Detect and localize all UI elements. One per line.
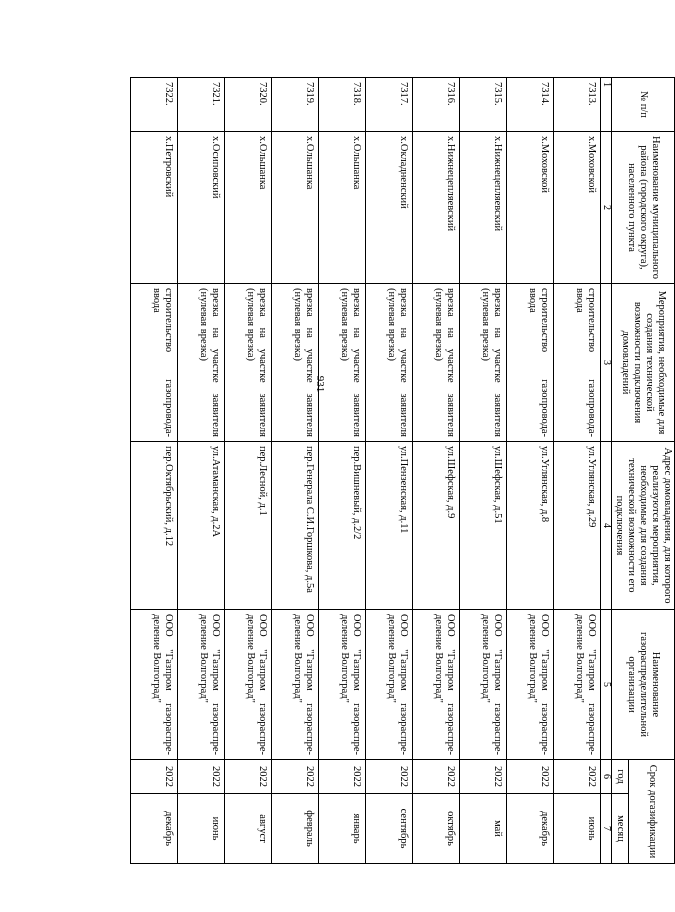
- row-year: 2022: [507, 760, 554, 794]
- row-month: декабрь: [507, 794, 554, 864]
- row-year: 2022: [225, 760, 272, 794]
- header-deadline: Срок догазификации: [629, 760, 675, 864]
- row-month: октябрь: [413, 794, 460, 864]
- header-month: месяц: [612, 794, 629, 864]
- row-address: пер.Октябрьский, д.12: [131, 442, 178, 610]
- row-measure: врезка на участке заявителя (нулевая врезка): [460, 284, 507, 442]
- row-org: ООО "Газпром газораспре-деление Волгоград": [178, 610, 225, 760]
- table-row: [178, 78, 225, 864]
- row-address: пер.Вишневый, д.2/2: [319, 442, 366, 610]
- row-month: декабрь: [131, 794, 178, 864]
- rotated-table-wrapper: [103, 77, 675, 863]
- column-number: 5: [601, 610, 612, 760]
- row-address: ул.Шефская, д.9: [413, 442, 460, 610]
- column-number: 1: [601, 78, 612, 132]
- row-org: ООО "Газпром газораспре-деление Волгоград": [366, 610, 413, 760]
- header-measures: Мероприятия, необходимые для создания технической возможности подключения домовладений: [612, 284, 675, 442]
- row-num: 7319.: [272, 78, 319, 132]
- row-org: ООО "Газпром газораспре-деление Волгоград": [413, 610, 460, 760]
- column-number: 3: [601, 284, 612, 442]
- header-year: год: [612, 760, 629, 794]
- row-org: ООО "Газпром газораспре-деление Волгоград": [272, 610, 319, 760]
- row-address: ул.Углянская, д.29: [554, 442, 601, 610]
- header-org: Наименование газораспределительной организации: [612, 610, 675, 760]
- row-measure: врезка на участке заявителя (нулевая врезка): [413, 284, 460, 442]
- row-org: ООО "Газпром газораспре-деление Волгоград": [319, 610, 366, 760]
- row-num: 7316.: [413, 78, 460, 132]
- row-org: ООО "Газпром газораспре-деление Волгоград": [507, 610, 554, 760]
- row-month: июнь: [178, 794, 225, 864]
- row-org: ООО "Газпром газораспре-деление Волгоград": [460, 610, 507, 760]
- row-year: 2022: [413, 760, 460, 794]
- row-month: июнь: [554, 794, 601, 864]
- row-measure: строительство газопровода-ввода: [554, 284, 601, 442]
- header-row: [629, 78, 675, 864]
- row-locality: х.Нижнецепляевский: [460, 132, 507, 284]
- row-address: ул.Атаманская, д.2А: [178, 442, 225, 610]
- row-measure: врезка на участке заявителя (нулевая врезка): [366, 284, 413, 442]
- row-locality: х.Окладненский: [366, 132, 413, 284]
- row-month: август: [225, 794, 272, 864]
- row-measure: врезка на участке заявителя (нулевая врезка): [178, 284, 225, 442]
- row-measure: строительство газопровода-ввода: [507, 284, 554, 442]
- row-num: 7318.: [319, 78, 366, 132]
- row-num: 7317.: [366, 78, 413, 132]
- row-locality: х.Осиповский: [178, 132, 225, 284]
- row-locality: х.Моховской: [554, 132, 601, 284]
- row-address: ул.Углянская, д.8: [507, 442, 554, 610]
- row-year: 2022: [272, 760, 319, 794]
- row-month: февраль: [272, 794, 319, 864]
- column-number: 6: [601, 760, 612, 794]
- column-numbers-row: [601, 78, 612, 864]
- row-measure: врезка на участке заявителя (нулевая врезка): [225, 284, 272, 442]
- page-number: 931: [314, 375, 326, 393]
- table-row: [366, 78, 413, 864]
- row-month: май: [460, 794, 507, 864]
- row-org: ООО "Газпром газораспре-деление Волгоград": [554, 610, 601, 760]
- gasification-table: [130, 77, 675, 864]
- row-year: 2022: [319, 760, 366, 794]
- header-num: № п/п: [612, 78, 675, 132]
- row-address: ул.Пензенская, д.11: [366, 442, 413, 610]
- row-locality: х.Ольшанка: [319, 132, 366, 284]
- row-year: 2022: [178, 760, 225, 794]
- row-locality: х.Нижнецепляевский: [413, 132, 460, 284]
- row-address: ул.Шефская, д.51: [460, 442, 507, 610]
- row-month: сентябрь: [366, 794, 413, 864]
- table-row: [413, 78, 460, 864]
- row-year: 2022: [131, 760, 178, 794]
- table-row: [131, 78, 178, 864]
- row-num: 7320.: [225, 78, 272, 132]
- row-num: 7322.: [131, 78, 178, 132]
- row-year: 2022: [366, 760, 413, 794]
- row-locality: х.Петровский: [131, 132, 178, 284]
- table-row: [507, 78, 554, 864]
- row-address: пер.Генерала С.И.Горшкова, д.5а: [272, 442, 319, 610]
- row-locality: х.Моховской: [507, 132, 554, 284]
- header-address: Адрес домовладения, для которого реализуются мероприятия, необходимые для создания технической возможности его подключения: [612, 442, 675, 610]
- row-num: 7321.: [178, 78, 225, 132]
- table-row: [319, 78, 366, 864]
- row-month: январь: [319, 794, 366, 864]
- row-locality: х.Ольшанка: [272, 132, 319, 284]
- table-row: [225, 78, 272, 864]
- row-num: 7313.: [554, 78, 601, 132]
- row-address: пер.Лесной, д.1: [225, 442, 272, 610]
- column-number: 2: [601, 132, 612, 284]
- header-district: Наименование муниципального района (городского округа), населенного пункта: [612, 132, 675, 284]
- row-year: 2022: [460, 760, 507, 794]
- table-row: [460, 78, 507, 864]
- table-row: [272, 78, 319, 864]
- row-year: 2022: [554, 760, 601, 794]
- row-locality: х.Ольшанка: [225, 132, 272, 284]
- table-row: [554, 78, 601, 864]
- row-measure: врезка на участке заявителя (нулевая врезка): [272, 284, 319, 442]
- row-num: 7315.: [460, 78, 507, 132]
- column-number: 7: [601, 794, 612, 864]
- row-measure: строительство газопровода-ввода: [131, 284, 178, 442]
- row-org: ООО "Газпром газораспре-деление Волгоград": [131, 610, 178, 760]
- row-measure: врезка на участке заявителя (нулевая врезка): [319, 284, 366, 442]
- row-num: 7314.: [507, 78, 554, 132]
- row-org: ООО "Газпром газораспре-деление Волгоград": [225, 610, 272, 760]
- column-number: 4: [601, 442, 612, 610]
